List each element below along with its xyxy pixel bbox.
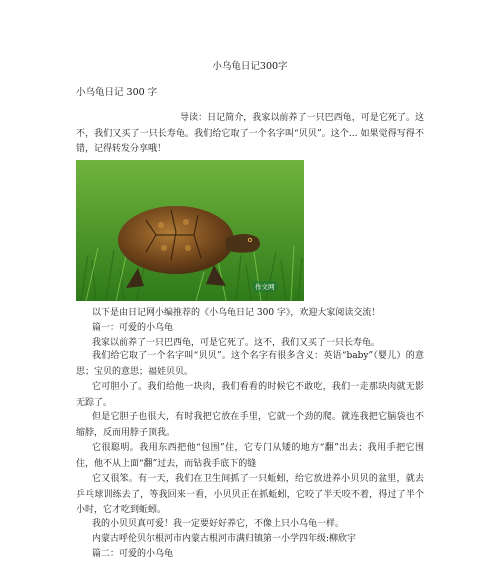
body-paragraph: 我家以前养了一只巴西龟，可是它死了。这不，我们又买了一只长寿龟。 [92,338,381,348]
turtle-shell [118,206,234,274]
section-heading: 篇一：可爱的小乌龟 [92,323,174,333]
photo-watermark: 作文网 [252,281,278,292]
lead-line: 以下是由日记网小编推荐的《小乌龟日记 300 字》，欢迎大家阅读交流！ [92,308,381,318]
turtle-illustration [76,160,304,301]
body-paragraph: 它可胆小了。我们给他一块肉，我们看看的时候它不敢吃，我们一走那块肉就无影无踪了。 [76,382,424,408]
body-paragraph: 我的小贝贝真可爱！我一定要好好养它，不像上只小乌龟一样。 [92,519,345,529]
turtle-head [226,234,260,253]
body-paragraph: 但是它胆子也很大，有时我把它放在手里，它就一个劲的爬。就连我把它脑袋也不缩脖，反而用脖子顶我。 [76,412,424,438]
author-line: 内蒙古呼伦贝尔根河市内蒙古根河市满归镇第一小学四年级:柳欣宇 [92,534,357,544]
document-subtitle: 小乌龟日记 300 字 [76,87,158,98]
intro-paragraph: 导读：日记简介，我家以前养了一只巴西龟，可是它死了。这不，我们又买了一只长寿龟。我们给它取了一个名字叫“贝贝”。这个... 如果觉得写得不错，记得转发分享哦！ [76,113,424,154]
document-title: 小乌龟日记300字 [212,61,288,72]
body-paragraph: 我们给它取了一个名字叫“贝贝”。这个名字有很多含义：英语“baby”（婴儿）的意思；宝贝的意思；福娃贝贝。 [76,351,424,377]
body-paragraph: 它又很笨。有一天，我们在卫生间抓了一只蚯蚓，给它放进养小贝贝的盆里，就去乒乓球训练去了，等我回来一看，小贝贝正在抓蚯蚓，它咬了半天咬不着，得过了半个小时，它才吃到蚯蚓。 [76,474,424,515]
body-paragraph: 它很聪明。我用东西把他“包围”住，它专门从矮的地方“翻”出去；我用手把它围住，他不从上面“翻”过去，而钻我手底下的缝 [76,443,424,469]
section-heading: 篇二：可爱的小乌龟 [92,549,174,559]
turtle-photo [76,160,304,301]
